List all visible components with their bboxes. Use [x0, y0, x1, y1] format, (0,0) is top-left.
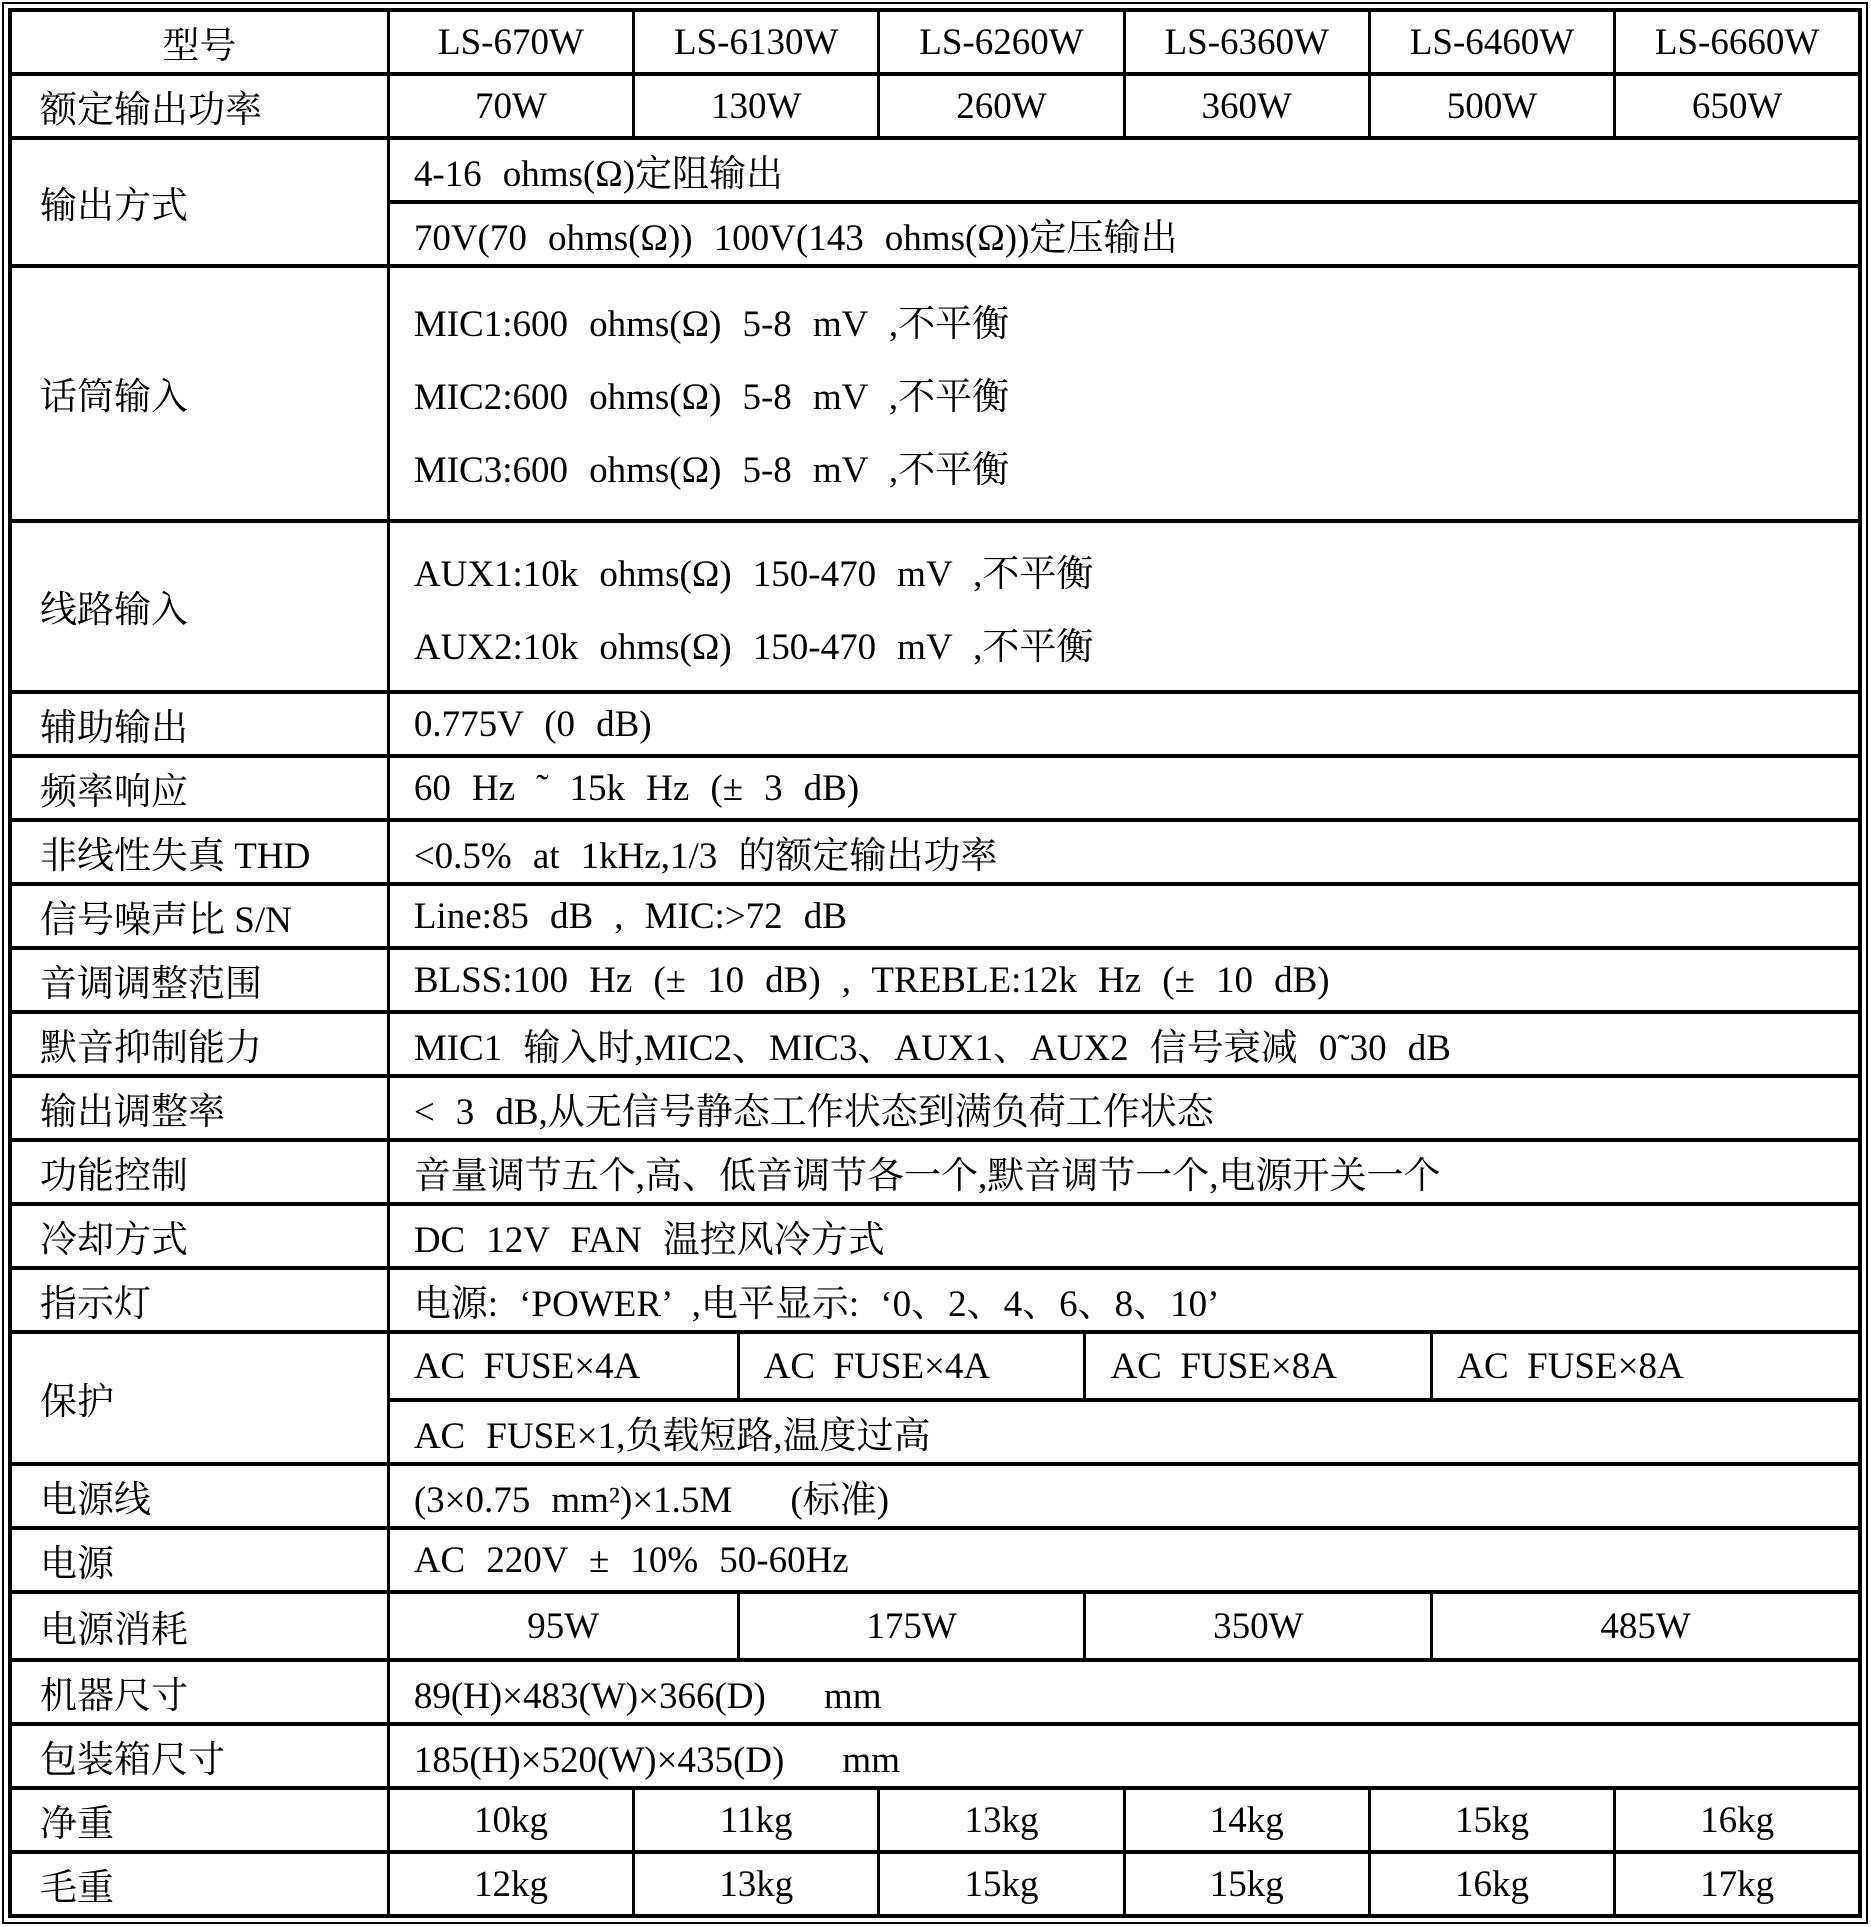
fuse-spec: AC FUSE×4A — [390, 1334, 740, 1398]
row-net-weight — [10, 1788, 1860, 1852]
protection-fuse-cell — [388, 1332, 1860, 1400]
carton-size-value: 185(H)×520(W)×435(D) mm — [388, 1724, 1860, 1788]
tone-label: 音调调整范围 — [10, 948, 388, 1012]
row-protection-fuses — [10, 1332, 1860, 1400]
consumption-value: 485W — [1600, 1605, 1691, 1647]
gross-weight-cell: 15kg — [879, 1852, 1124, 1916]
protection-label: 保护 — [10, 1332, 388, 1464]
row-power-supply — [10, 1528, 1860, 1592]
gross-weight-cell: 13kg — [634, 1852, 879, 1916]
rated-power-label: 额定输出功率 — [10, 74, 388, 138]
row-mic-input — [10, 266, 1860, 521]
mute-label: 默音抑制能力 — [10, 1012, 388, 1076]
row-power-cord — [10, 1464, 1860, 1528]
gross-weight-cell: 12kg — [388, 1852, 633, 1916]
net-weight-cell: 10kg — [388, 1788, 633, 1852]
output-mode-line2: 70V(70 ohms(Ω)) 100V(143 ohms(Ω))定压输出 — [388, 202, 1860, 266]
net-weight-cell: 14kg — [1124, 1788, 1369, 1852]
row-output-mode-1 — [10, 138, 1860, 202]
net-weight-cell: 16kg — [1615, 1788, 1860, 1852]
row-rated-power — [10, 74, 1860, 138]
thd-value: <0.5% at 1kHz,1/3 的额定输出功率 — [388, 820, 1860, 884]
aux-output-label: 辅助输出 — [10, 692, 388, 756]
aux1-spec: AUX1:10k ohms(Ω) 150-470 mV ,不平衡 — [413, 553, 1094, 595]
row-unit-size — [10, 1660, 1860, 1724]
consumption-value: 350W — [1086, 1594, 1433, 1658]
gross-weight-label: 毛重 — [10, 1852, 388, 1916]
mute-value: MIC1 输入时,MIC2、MIC3、AUX1、AUX2 信号衰减 0˜30 dB — [388, 1012, 1860, 1076]
regulation-value: < 3 dB,从无信号静态工作状态到满负荷工作状态 — [388, 1076, 1860, 1140]
consumption-label: 电源消耗 — [10, 1592, 388, 1660]
consumption-value: 95W — [390, 1594, 740, 1658]
spec-sheet — [2, 2, 1868, 1924]
gross-weight-cell: 17kg — [1615, 1852, 1860, 1916]
row-carton-size — [10, 1724, 1860, 1788]
model-name-cell: LS-6130W — [634, 10, 879, 74]
rated-power-cell: 360W — [1124, 74, 1369, 138]
row-indicator — [10, 1268, 1860, 1332]
consumption-cell — [388, 1592, 1860, 1660]
net-weight-cell: 15kg — [1369, 1788, 1614, 1852]
freq-response-label: 频率响应 — [10, 756, 388, 820]
model-name-cell: LS-6360W — [1124, 10, 1369, 74]
consumption-value: 175W — [740, 1594, 1087, 1658]
unit-size-value: 89(H)×483(W)×366(D) mm — [388, 1660, 1860, 1724]
cooling-value: DC 12V FAN 温控风冷方式 — [388, 1204, 1860, 1268]
fuse-spec: AC FUSE×8A — [1457, 1345, 1684, 1387]
mic2-spec: MIC2:600 ohms(Ω) 5-8 mV ,不平衡 — [413, 377, 1010, 419]
amplifier-spec-table — [8, 8, 1862, 1918]
fuse-spec: AC FUSE×4A — [740, 1334, 1087, 1398]
row-freq-response — [10, 756, 1860, 820]
tone-value: BLSS:100 Hz (± 10 dB) , TREBLE:12k Hz (± 10 dB) — [388, 948, 1860, 1012]
snr-label: 信号噪声比 S/N — [10, 884, 388, 948]
power-cord-label: 电源线 — [10, 1464, 388, 1528]
cooling-label: 冷却方式 — [10, 1204, 388, 1268]
protection-line2: AC FUSE×1,负载短路,温度过高 — [388, 1400, 1860, 1464]
controls-value: 音量调节五个,高、低音调节各一个,默音调节一个,电源开关一个 — [388, 1140, 1860, 1204]
row-line-input — [10, 521, 1860, 692]
fuse-columns — [390, 1334, 1858, 1398]
row-aux-output — [10, 692, 1860, 756]
model-name-cell: LS-6260W — [879, 10, 1124, 74]
model-name-cell: LS-670W — [388, 10, 633, 74]
aux-output-value: 0.775V (0 dB) — [388, 692, 1860, 756]
rated-power-cell: 650W — [1615, 74, 1860, 138]
gross-weight-cell: 15kg — [1124, 1852, 1369, 1916]
output-mode-label: 输出方式 — [10, 138, 388, 266]
row-tone — [10, 948, 1860, 1012]
power-supply-label: 电源 — [10, 1528, 388, 1592]
row-snr — [10, 884, 1860, 948]
power-cord-value: (3×0.75 mm²)×1.5M (标准) — [388, 1464, 1860, 1528]
gross-weight-cell: 16kg — [1369, 1852, 1614, 1916]
indicator-label: 指示灯 — [10, 1268, 388, 1332]
row-mute — [10, 1012, 1860, 1076]
line-input-value-cell — [388, 521, 1860, 692]
line-input-label: 线路输入 — [10, 521, 388, 692]
rated-power-cell: 130W — [634, 74, 879, 138]
mic3-spec: MIC3:600 ohms(Ω) 5-8 mV ,不平衡 — [413, 450, 1010, 492]
row-consumption — [10, 1592, 1860, 1660]
thd-label: 非线性失真 THD — [10, 820, 388, 884]
snr-value: Line:85 dB , MIC:>72 dB — [388, 884, 1860, 948]
row-gross-weight — [10, 1852, 1860, 1916]
consumption-columns — [390, 1594, 1858, 1658]
model-name-cell: LS-6460W — [1369, 10, 1614, 74]
net-weight-cell: 11kg — [634, 1788, 879, 1852]
unit-size-label: 机器尺寸 — [10, 1660, 388, 1724]
aux2-spec: AUX2:10k ohms(Ω) 150-470 mV ,不平衡 — [413, 626, 1094, 668]
power-supply-value: AC 220V ± 10% 50-60Hz — [388, 1528, 1860, 1592]
mic-input-label: 话筒输入 — [10, 266, 388, 521]
row-model — [10, 10, 1860, 74]
model-row-label: 型号 — [10, 10, 388, 74]
net-weight-cell: 13kg — [879, 1788, 1124, 1852]
mic-input-value-cell — [388, 266, 1860, 521]
rated-power-cell: 500W — [1369, 74, 1614, 138]
row-controls — [10, 1140, 1860, 1204]
fuse-spec: AC FUSE×8A — [1086, 1334, 1433, 1398]
model-name-cell: LS-6660W — [1615, 10, 1860, 74]
rated-power-cell: 260W — [879, 74, 1124, 138]
output-mode-line1: 4-16 ohms(Ω)定阻输出 — [388, 138, 1860, 202]
row-thd — [10, 820, 1860, 884]
row-cooling — [10, 1204, 1860, 1268]
regulation-label: 输出调整率 — [10, 1076, 388, 1140]
net-weight-label: 净重 — [10, 1788, 388, 1852]
carton-size-label: 包装箱尺寸 — [10, 1724, 388, 1788]
row-regulation — [10, 1076, 1860, 1140]
freq-response-value: 60 Hz ˜ 15k Hz (± 3 dB) — [388, 756, 1860, 820]
indicator-value: 电源: ‘POWER’ ,电平显示: ‘0、2、4、6、8、10’ — [388, 1268, 1860, 1332]
rated-power-cell: 70W — [388, 74, 633, 138]
controls-label: 功能控制 — [10, 1140, 388, 1204]
mic1-spec: MIC1:600 ohms(Ω) 5-8 mV ,不平衡 — [413, 304, 1010, 346]
